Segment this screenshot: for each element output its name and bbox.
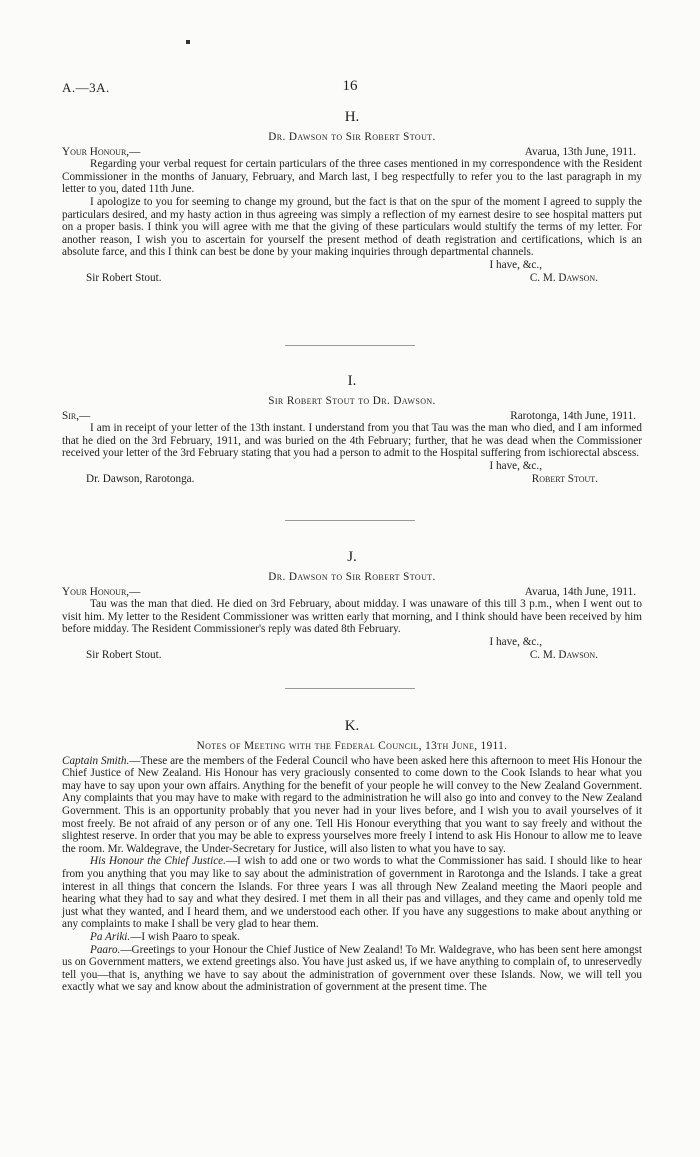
salutation-row xyxy=(62,586,642,599)
speech-paragraph xyxy=(62,755,642,856)
paragraph: Regarding your verbal request for certain particulars of the three cases mentioned in my correspondence with the Resident Commissioner in the months of January, February, and March last, I beg respectfully to refer you to the last paragraph in my letter to you, dated 11th June. xyxy=(62,158,642,196)
salutation-row xyxy=(62,410,642,423)
section-j xyxy=(62,548,642,661)
salutation: Your Honour,— xyxy=(62,145,141,158)
addressee: Sir Robert Stout. xyxy=(86,271,162,284)
signature: C. M. Dawson. xyxy=(529,271,598,284)
salutation: Your Honour,— xyxy=(62,585,141,598)
speech-text: —I wish to add one or two words to what the Commissioner has said. I should like to hear from you anything that you may like to say about the administration of government in Rarotonga and the Islands. I take a great interest in all things that concern the Islands. For three years I was all through New Zealand meeting the Maori people and hearing what they had to say and what they desired. I met them in all their pas and villages, and they came and openly told me just what they wanted, and I heard them, and we understood each other. If you have any suggestions to make about anything or any complaints to make I shall be very glad to hear them. xyxy=(62,855,642,931)
section-title: Sir Robert Stout to Dr. Dawson. xyxy=(268,395,436,407)
speech-text: —Greetings to your Honour the Chief Justice of New Zealand! To Mr. Waldegrave, who has been sent here amongst us on Government matters, we extend greetings also. You have just asked us, if we have anything to complain of, to unreservedly tell you—that is, anything we have to say about the administration of government over these Islands. Now, we will tell you exactly what we say and know about the administration of government at the present time. The xyxy=(62,943,642,994)
paragraph: I am in receipt of your letter of the 13th instant. I understand from you that Tau was the man who died, and I am informed that he died on the 3rd February, 1911, and was buried on the 4th February; further, that he was dead when the Commissioner received your letter of the 3rd February stating that you had a person to admit to the Hospital suffering from ischiorectal abscess. xyxy=(62,422,642,460)
letter-date: Avarua, 14th June, 1911. xyxy=(524,585,636,598)
speaker-name: Paaro. xyxy=(90,943,121,956)
letter-date: Avarua, 13th June, 1911. xyxy=(524,145,636,158)
closing-phrase: I have, &c., xyxy=(489,459,542,472)
section-title: Dr. Dawson to Sir Robert Stout. xyxy=(268,571,436,583)
letter-date: Rarotonga, 14th June, 1911. xyxy=(510,409,636,422)
section-letter: H. xyxy=(344,109,360,125)
addressee: Dr. Dawson, Rarotonga. xyxy=(86,472,195,485)
closing-row xyxy=(62,473,642,486)
speaker-name: Pa Ariki. xyxy=(90,930,131,943)
paragraph: Tau was the man that died. He died on 3rd February, about midday. I was unaware of this till 3 p.m., when I went out to visit him. My letter to the Resident Commissioner was written early that morning, and I think should have been received by him before midday. The Resident Commissioner's reply was dated 8th February. xyxy=(62,598,642,636)
scan-speck xyxy=(186,40,190,44)
speech-text: —I wish Paaro to speak. xyxy=(130,930,240,943)
section-title: Dr. Dawson to Sir Robert Stout. xyxy=(268,131,436,143)
section-title: Notes of Meeting with the Federal Council, 13th June, 1911. xyxy=(196,740,508,752)
speech-text: —These are the members of the Federal Council who have been asked here this afternoon to meet His Honour the Chief Justice of New Zealand. His Honour has very graciously consented to come down to the Cook Islands to hear what you may have to say upon your own affairs. Anything for the benefit of your people he will convey to the New Zealand Government. Any complaints that you may have to make with regard to the administration he will also go into and convey to the New Zealand Government. This is an opportunity probably that you never had in your lives before, and I wish you to avail yourselves of it most freely. Be not afraid of any person or of any one. Tell His Honour everything that you want to say freely and without the slightest reserve. In order that you may be able to express yourselves more freely I intend to ask His Honour to allow me to leave the room. Mr. Waldegrave, the Under-Secretary for Justice, will also listen to what you have to say. xyxy=(62,754,642,855)
salutation: Sir,— xyxy=(62,409,91,422)
section-letter: I. xyxy=(347,373,357,389)
speech-paragraph xyxy=(62,855,642,931)
section-k xyxy=(62,717,642,994)
signature: C. M. Dawson. xyxy=(529,648,598,661)
section-h xyxy=(62,108,642,284)
section-divider xyxy=(285,345,415,346)
paragraph: I apologize to you for seeming to change my ground, but the fact is that on the spur of the moment I agreed to supply the particulars desired, and my hasty action in thus agreeing was simply a reflection of my earnest desire to see hospital matters put on a proper basis. I think you will agree with me that the giving of these particulars would stultify the terms of my letter. For another reason, I wish you to ascertain for yourself the present method of death registration and certifications, which is an absolute farce, and this I think can best be done by your making inquiries through departmental channels. xyxy=(62,195,642,259)
closing-row xyxy=(62,272,642,285)
section-letter: J. xyxy=(347,549,357,565)
closing-phrase: I have, &c., xyxy=(489,258,542,271)
speech-paragraph xyxy=(62,931,642,944)
section-divider xyxy=(285,520,415,521)
speaker-name: Captain Smith. xyxy=(62,754,130,767)
section-divider xyxy=(285,688,415,689)
speaker-name: His Honour the Chief Justice. xyxy=(90,855,226,868)
signature: Robert Stout. xyxy=(531,472,598,485)
document-reference: A.—3A. xyxy=(62,80,110,95)
salutation-row xyxy=(62,146,642,159)
section-i xyxy=(62,372,642,485)
speech-paragraph xyxy=(62,944,642,994)
page-number: 16 xyxy=(342,78,358,94)
page-header xyxy=(62,80,638,100)
closing-phrase: I have, &c., xyxy=(489,635,542,648)
addressee: Sir Robert Stout. xyxy=(86,648,162,661)
section-letter: K. xyxy=(344,718,360,734)
closing-row xyxy=(62,649,642,662)
